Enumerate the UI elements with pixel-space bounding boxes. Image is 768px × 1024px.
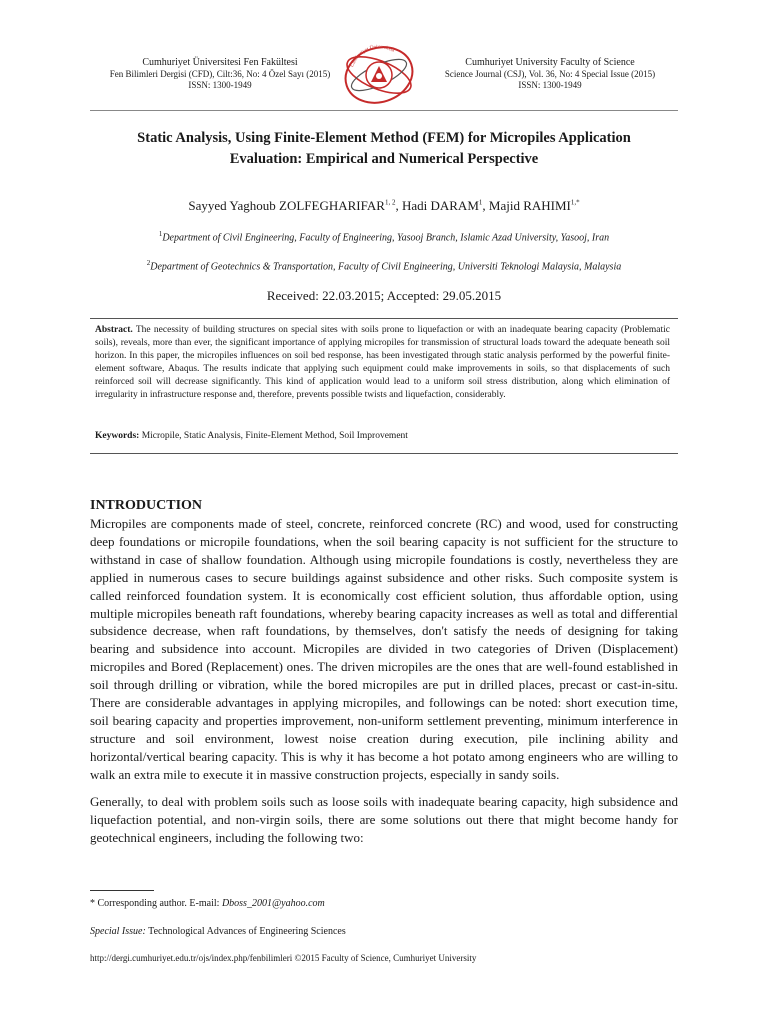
journal-header-left (90, 57, 350, 92)
section-heading-introduction: INTRODUCTION (90, 498, 203, 513)
header-left-issn: ISSN: 1300-1949 (188, 80, 252, 90)
body-paragraph-2: Generally, to deal with problem soils such as loose soils with inadequate bearing capacity, high subsidence and liquefaction potential, and non-virgin soils, there are some solutions out there that might become handy for geotechnical engineers, including the following two: (90, 794, 678, 845)
affiliation-1-number: 1 (158, 230, 163, 238)
header-divider (90, 110, 678, 111)
corresponding-author-footnote (90, 898, 325, 909)
keywords-text: Micropile, Static Analysis, Finite-Element Method, Soil Improvement (141, 431, 408, 441)
header-left-line1: Cumhuriyet Üniversitesi Fen Fakültesi (142, 57, 298, 68)
header-left-line2: Fen Bilimleri Dergisi (CFD), Cilt:36, No: 4 Özel Sayı (2015) (109, 68, 331, 79)
author-3: Majid RAHIMI (488, 198, 571, 213)
author-3-affil: 1,* (570, 198, 580, 207)
corresponding-email[interactable]: Dboss_2001@yahoo.com (221, 898, 325, 909)
affiliation-2-text: Department of Geotechnics & Transportation, Faculty of Civil Engineering, Universiti Teknologi Malaysia, Malaysia (150, 261, 622, 273)
special-issue-text: Technological Advances of Engineering Sciences (148, 926, 346, 937)
affiliation-2-number: 2 (146, 259, 151, 267)
paper-title (100, 128, 668, 170)
author-list (80, 198, 688, 214)
university-seal-icon (338, 42, 420, 108)
footnote-divider (90, 890, 154, 891)
keywords-label: Keywords: (95, 431, 140, 441)
special-issue-label: Special Issue: (90, 926, 146, 937)
body-paragraph-1: Micropiles are components made of steel, concrete, reinforced concrete (RC) and wood, used for constructing deep foundations or micropile foundations, when the soil bearing capacity is not sufficient for the structure to withstand in case of shallow foundation. Although using micropile foundations is costly, nevertheless they are applied in numerous cases to secure buildings against subsidence and other risks. Such composite system is called reinforced foundation system. It is economically cost efficient solution, thus affordable option, using multiple micropiles beneath raft foundations, whereby bearing capacity increases as well as total and differential subsidence decrease, when raft foundations, by themselves, don't satisfy the needs of designing for taking bearing and subsidence into account. Micropiles are divided in two categories of Driven (Displacement) micropiles and Bored (Replacement) ones. The driven micropiles are the ones that are well-found established in soil through drilling or vibration, while the bored micropiles are put in drilled places, precast or cast-in-situ. There are considerable advantages in applying micropiles, and followings can be noted: short execution time, soil bearing capacity and properties improvement, non-uniform settlement preventing, minimum interference in structure and soil environment, lowest noise creation during execution, pile inclining ability and horizontal/vertical bearing capacity. This is why it has become a hot potato among engineers who are willing to walk an extra mile to execute it in massive construction projects, especially in sandy soils. (90, 516, 678, 782)
abstract-bottom-rule (90, 453, 678, 454)
abstract-label: Abstract. (95, 325, 133, 335)
special-issue-note (90, 926, 346, 937)
received-accepted-dates: Received: 22.03.2015; Accepted: 29.05.2015 (266, 288, 502, 303)
affiliation-1-text: Department of Civil Engineering, Faculty of Engineering, Yasooj Branch, Islamic Azad University, Yasooj, Iran (162, 232, 610, 244)
abstract-text: The necessity of building structures on special sites with soils prone to liquefaction or with an inadequate bearing capacity (Problematic soils), reveals, more than ever, the significant importance of applying micropiles for transmission of structural loads toward the adequate beneath soil horizon. In this paper, the micropiles influences on soil bed response, has been investigated through static analysis performed by the powerful finite-element software, Abaqus. The results indicate that applying such equipment could make improvements in soils, so that displacements of such reinforced soil will decrease significantly. This kind of application would lead to a uniform soil stress distribution, along which elimination of irregularity in infrastructure response and, therefore, prevents possible twists and liquefaction, considerably. (95, 325, 670, 400)
header-right-line2: Science Journal (CSJ), Vol. 36, No: 4 Special Issue (2015) (444, 68, 656, 79)
author-2-affil: 1 (478, 198, 483, 207)
author-1: Sayyed Yaghoub ZOLFEGHARIFAR (188, 198, 385, 213)
abstract (95, 324, 670, 401)
keywords (95, 431, 670, 441)
author-1-affil: 1, 2 (384, 198, 396, 207)
journal-url-footer[interactable]: http://dergi.cumhuriyet.edu.tr/ojs/index.php/fenbilimleri ©2015 Faculty of Science, Cumhuriyet University (90, 953, 477, 963)
seal-text: Cumhuriyet Üniversitesi (350, 44, 395, 68)
corresponding-label: * Corresponding author. E-mail: (90, 898, 220, 909)
header-right-issn: ISSN: 1300-1949 (518, 80, 582, 90)
title-line-2: Evaluation: Empirical and Numerical Perspective (229, 151, 539, 167)
affiliation-2 (80, 259, 688, 272)
author-2: Hadi DARAM (401, 198, 479, 213)
abstract-top-rule (90, 318, 678, 319)
header-right-line1: Cumhuriyet University Faculty of Science (465, 57, 635, 68)
journal-header-right (420, 57, 680, 92)
author-separator: , (482, 198, 489, 213)
affiliation-1 (80, 230, 688, 243)
title-line-1: Static Analysis, Using Finite-Element Method (FEM) for Micropiles Application (137, 130, 631, 146)
author-separator: , (395, 198, 402, 213)
